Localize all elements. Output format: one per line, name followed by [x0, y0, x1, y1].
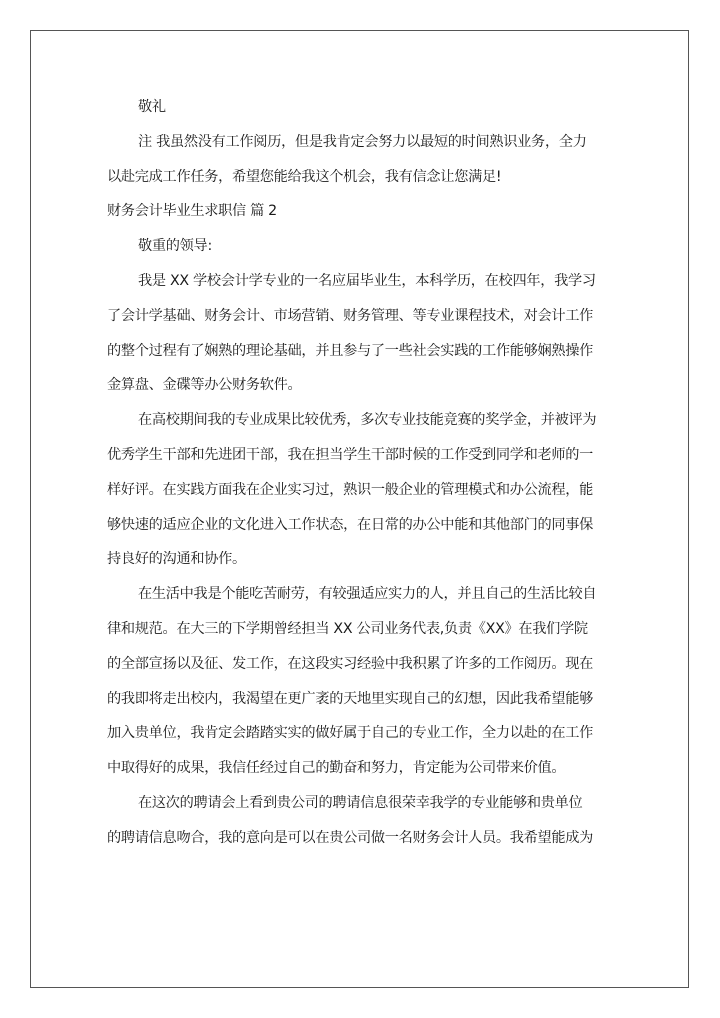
- paragraph-line: 优秀学生干部和先进团干部，我在担当学生干部时候的工作受到同学和老师的一: [107, 446, 594, 463]
- paragraph-line: 的全部宣扬以及征、发工作，在这段实习经验中我积累了许多的工作阅历。现在: [107, 655, 594, 672]
- paragraph-line: 在高校期间我的专业成果比较优秀，多次专业技能竞赛的奖学金，并被评为: [138, 412, 597, 429]
- closing-salutation: 敬礼: [138, 99, 166, 115]
- section-heading: 财务会计毕业生求职信 篇 2: [107, 203, 277, 220]
- paragraph-line: 的整个过程有了娴熟的理论基础，并且参与了一些社会实践的工作能够娴熟操作: [107, 342, 594, 359]
- paragraph-line: 样好评。在实践方面我在企业实习过，熟识一般企业的管理模式和办公流程，能: [107, 481, 594, 498]
- paragraph-line: 中取得好的成果，我信任经过自己的勤奋和努力，肯定能为公司带来价值。: [107, 760, 566, 777]
- note-line: 以赴完成工作任务，希望您能给我这个机会，我有信念让您满足!: [107, 168, 502, 185]
- paragraph-line: 够快速的适应企业的文化进入工作状态，在日常的办公中能和其他部门的同事保: [107, 516, 594, 533]
- paragraph-line: 的我即将走出校内，我渴望在更广袤的天地里实现自己的幻想，因此我希望能够: [107, 690, 594, 707]
- paragraph-line: 持良好的沟通和协作。: [107, 551, 246, 568]
- paragraph-line: 的聘请信息吻合，我的意向是可以在贵公司做一名财务会计人员。我希望能成为: [107, 829, 594, 846]
- paragraph-line: 了会计学基础、财务会计、市场营销、财务管理、等专业课程技术，对会计工作: [107, 307, 594, 324]
- paragraph-line: 在生活中我是个能吃苦耐劳，有较强适应实力的人，并且自己的生活比较自: [138, 586, 597, 603]
- paragraph-line: 我是 XX 学校会计学专业的一名应届毕业生，本科学历，在校四年，我学习: [138, 272, 596, 289]
- greeting: 敬重的领导:: [138, 238, 212, 255]
- note-line: 注 我虽然没有工作阅历，但是我肯定会努力以最短的时间熟识业务，全力: [138, 133, 587, 150]
- document-body: [107, 90, 613, 856]
- paragraph-line: 在这次的聘请会上看到贵公司的聘请信息很荣幸我学的专业能够和贵单位: [138, 794, 583, 811]
- paragraph-line: 金算盘、金碟等办公财务软件。: [107, 377, 302, 394]
- paragraph-line: 律和规范。在大三的下学期曾经担当 XX 公司业务代表,负责《XX》在我们学院: [107, 620, 588, 637]
- paragraph-line: 加入贵单位，我肯定会踏踏实实的做好属于自己的专业工作，全力以赴的在工作: [107, 725, 594, 742]
